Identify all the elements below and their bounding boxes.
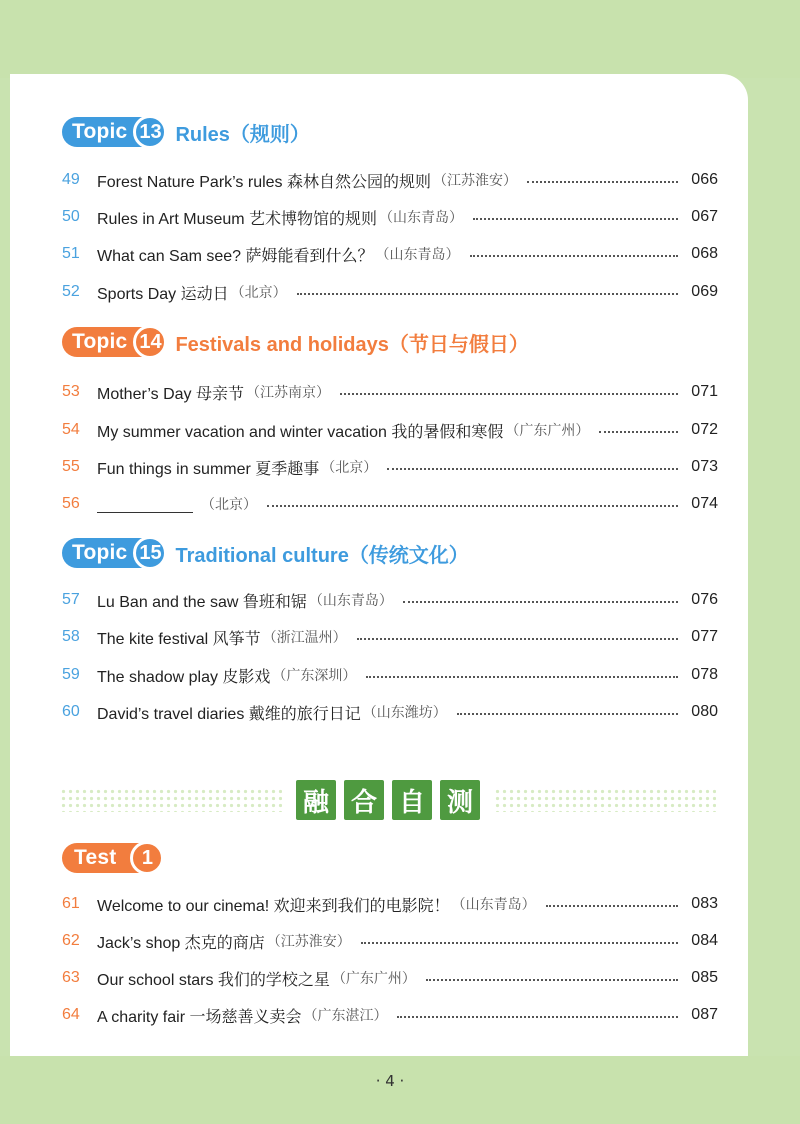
entry-title: Welcome to our cinema! 欢迎来到我们的电影院！: [97, 897, 450, 915]
topic-badge: [62, 327, 165, 357]
leader-dots: [397, 1016, 678, 1018]
entry-title: My summer vacation and winter vacation 我的暑假和寒假: [97, 423, 504, 441]
entry-number: 63: [62, 969, 80, 986]
toc-entry[interactable]: [62, 378, 718, 406]
entry-number: 59: [62, 666, 80, 683]
leader-dots: [457, 713, 678, 715]
leader-dots: [546, 905, 678, 907]
entry-title: The shadow play 皮影戏: [97, 668, 271, 686]
leader-dots: [297, 293, 678, 295]
entry-number: 50: [62, 208, 80, 225]
leader-dots: [403, 601, 678, 603]
entry-region: （北京）: [230, 285, 287, 301]
leader-dots: [527, 181, 678, 183]
entry-region: （江苏淮安）: [266, 934, 351, 950]
entry-region: （广东湛江）: [303, 1008, 388, 1024]
page-number: · 4 ·: [375, 1072, 405, 1090]
leader-dots: [470, 255, 678, 257]
topic-badge: [62, 117, 165, 147]
entry-title: David’s travel diaries 戴维的旅行日记: [97, 705, 361, 723]
toc-entry[interactable]: [62, 490, 718, 518]
banner-char: 测: [440, 780, 480, 820]
entry-title: Our school stars 我们的学校之星: [97, 971, 330, 989]
toc-entry[interactable]: [62, 964, 718, 992]
entry-title: Sports Day 运动日: [97, 285, 229, 303]
entry-number: 56: [62, 495, 80, 512]
entry-number: 53: [62, 383, 80, 400]
entry-region: （山东青岛）: [379, 210, 464, 226]
entry-page: 080: [691, 703, 718, 720]
entry-number: 61: [62, 895, 80, 912]
banner-char: 融: [296, 780, 336, 820]
topic-title: Traditional culture（传统文化）: [175, 544, 469, 567]
toc-entry[interactable]: [62, 698, 718, 726]
leader-dots: [426, 979, 678, 981]
entry-region: （江苏淮安）: [433, 173, 517, 189]
topic-number: 15: [133, 536, 167, 570]
topic-14-header: [62, 322, 529, 362]
entry-region: （山东青岛）: [451, 897, 536, 913]
leader-dots: [267, 505, 678, 507]
entry-title: Rules in Art Museum 艺术博物馆的规则: [97, 210, 378, 228]
leader-dots: [366, 676, 678, 678]
entry-page: 071: [691, 383, 718, 400]
leader-dots: [387, 468, 678, 470]
topic-title: Rules（规则）: [175, 123, 310, 146]
entry-number: 51: [62, 245, 80, 262]
entry-region: （浙江温州）: [262, 630, 347, 646]
toc-entry[interactable]: [62, 278, 718, 306]
entry-number: 62: [62, 932, 80, 949]
banner-dots-left: [60, 788, 282, 812]
toc-entry[interactable]: [62, 1001, 718, 1029]
test-badge: [62, 843, 162, 873]
test-number: 1: [130, 841, 164, 875]
entry-region: （北京）: [201, 497, 257, 513]
entry-page: 069: [691, 283, 718, 300]
entry-page: 078: [691, 666, 718, 683]
entry-region: （山东青岛）: [308, 593, 393, 609]
entry-page: 066: [691, 171, 718, 188]
toc-entry[interactable]: [62, 623, 718, 651]
topic-label: Topic: [72, 541, 128, 564]
page-frame-top: [0, 0, 800, 78]
entry-title: The kite festival 风筝节: [97, 630, 261, 648]
entry-page: 077: [691, 628, 718, 645]
entry-title: Jack’s shop 杰克的商店: [97, 934, 265, 952]
entry-region: （广东深圳）: [272, 668, 357, 684]
leader-dots: [599, 431, 678, 433]
entry-region: （北京）: [321, 460, 378, 476]
topic-badge: [62, 538, 165, 568]
entry-page: 072: [691, 421, 718, 438]
toc-entry[interactable]: [62, 240, 718, 268]
toc-entry[interactable]: [62, 203, 718, 231]
page-frame-bottom: [0, 1056, 800, 1124]
topic-label: Topic: [72, 120, 128, 143]
leader-dots: [340, 393, 678, 395]
entry-title: What can Sam see? 萨姆能看到什么？: [97, 247, 374, 265]
topic-number: 14: [133, 325, 167, 359]
topic-13-header: [62, 112, 310, 152]
test-1-header: [62, 838, 162, 878]
toc-entry[interactable]: [62, 927, 718, 955]
topic-15-header: [62, 533, 469, 573]
entry-region: （广东广州）: [505, 423, 590, 439]
toc-entry[interactable]: [62, 453, 718, 481]
toc-entry[interactable]: [62, 586, 718, 614]
banner-char: 自: [392, 780, 432, 820]
entry-region: （山东潍坊）: [362, 705, 447, 721]
entry-page: 068: [691, 245, 718, 262]
entry-region: （山东青岛）: [375, 247, 460, 263]
entry-page: 083: [691, 895, 718, 912]
toc-entry[interactable]: [62, 416, 718, 444]
leader-dots: [473, 218, 678, 220]
entry-region: （广东广州）: [331, 971, 416, 987]
toc-entry[interactable]: [62, 890, 718, 918]
entry-region: （江苏南京）: [246, 385, 331, 401]
entry-page: 076: [691, 591, 718, 608]
entry-title: A charity fair 一场慈善义卖会: [97, 1008, 302, 1026]
section-banner: [60, 774, 716, 826]
topic-label: Topic: [72, 330, 128, 353]
entry-number: 64: [62, 1006, 80, 1023]
entry-page: 084: [691, 932, 718, 949]
leader-dots: [361, 942, 678, 944]
toc-entry[interactable]: [62, 166, 718, 194]
entry-page: 067: [691, 208, 718, 225]
topic-title: Festivals and holidays（节日与假日）: [175, 333, 529, 356]
entry-title: Fun things in summer 夏季趣事: [97, 460, 320, 478]
entry-title: Mother’s Day 母亲节: [97, 385, 245, 403]
banner-char: 合: [344, 780, 384, 820]
entry-number: 60: [62, 703, 80, 720]
entry-number: 58: [62, 628, 80, 645]
banner-dots-right: [494, 788, 716, 812]
entry-title: Forest Nature Park’s rules 森林自然公园的规则: [97, 173, 431, 191]
entry-title: Lu Ban and the saw 鲁班和锯: [97, 593, 307, 611]
topic-number: 13: [133, 115, 167, 149]
entry-page: 074: [691, 495, 718, 512]
entry-page: 085: [691, 969, 718, 986]
test-label: Test: [74, 846, 117, 869]
entry-number: 55: [62, 458, 80, 475]
entry-number: 52: [62, 283, 80, 300]
entry-number: 54: [62, 421, 80, 438]
toc-entry[interactable]: [62, 661, 718, 689]
title-blank-line: [97, 496, 193, 513]
entry-page: 073: [691, 458, 718, 475]
entry-number: 49: [62, 171, 80, 188]
leader-dots: [357, 638, 678, 640]
banner-title: [296, 780, 480, 820]
entry-page: 087: [691, 1006, 718, 1023]
entry-number: 57: [62, 591, 80, 608]
